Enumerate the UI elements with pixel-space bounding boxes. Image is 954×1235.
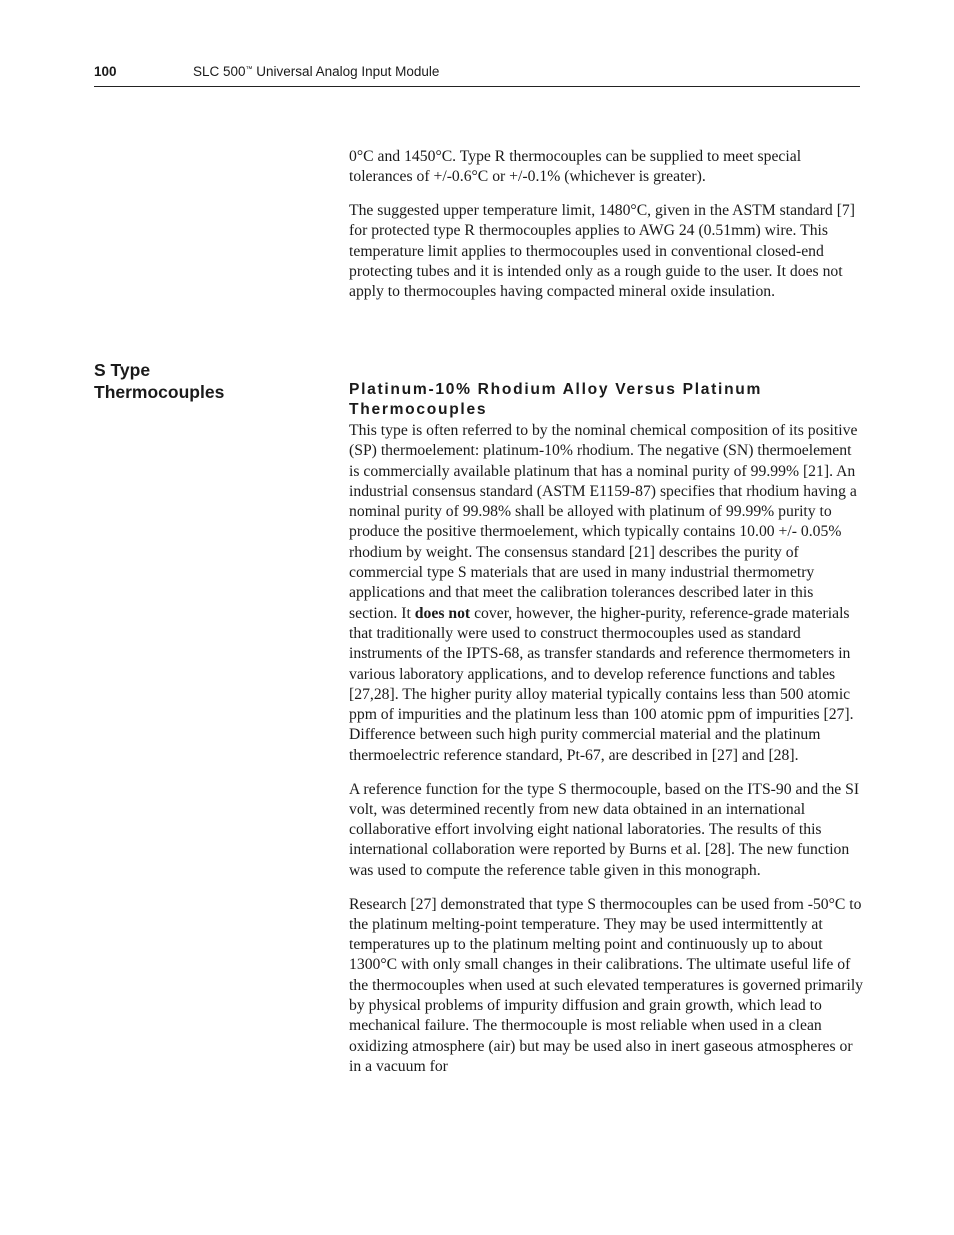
section-heading-line: Thermocouples	[94, 382, 225, 402]
intro-paragraph: The suggested upper temperature limit, 1480°C, given in the ASTM standard [7] for protected type R thermocouples applies to AWG 24 (0.51mm) wire. This temperature limit applies to thermocouples used in conventional closed-end protecting tubes and it is intended only as a rough guide to the user. It does not apply to thermocouples having compacted mineral oxide insulation.	[349, 202, 855, 301]
trademark-symbol: ™	[245, 66, 253, 73]
s-type-text-block	[349, 380, 865, 1077]
running-title-rest: Universal Analog Input Module	[252, 64, 440, 79]
intro-paragraph: 0°C and 1450°C. Type R thermocouples can be supplied to meet special tolerances of +/-0.6°C or +/-0.1% (whichever is greater).	[349, 148, 802, 186]
paragraph-text: cover, however, the higher-purity, reference-grade materials that traditionally were used to construct thermocouples used as standard instruments of the IPTS-68, as transfer standards and reference thermometers in various laboratory applications, and to develop reference functions and tables [27,28]. The higher purity alloy material typically contains less than 500 atomic ppm of impurities and the platinum less than 100 atomic ppm of impurities [27]. Difference between such high purity commercial material and the platinum thermoelectric reference standard, Pt-67, are described in [27] and [28].	[349, 604, 854, 764]
body-paragraph: A reference function for the type S thermocouple, based on the ITS-90 and the SI volt, was determined recently from new data obtained in an international collaborative effort involving eight national laboratories. The results of this international collaboration were reported by Burns et al. [28]. The new function was used to compute the reference table given in this monograph.	[349, 780, 860, 879]
emphasis-text: does not	[414, 604, 471, 622]
section-heading-line: S Type	[94, 360, 151, 380]
body-paragraph	[349, 421, 865, 766]
paragraph-text: This type is often referred to by the nominal chemical composition of its positive (SP) thermoelement: platinum-10% rhodium. The negative (SN) thermoelement is commercially available platinum that has a nominal purity of 99.99% [21]. An industrial consensus standard (ASTM E1159-87) specifies that rhodium having a nominal purity of 99.98% shall be alloyed with platinum of 99.99% purity to produce the positive thermoelement, which typically contains 10.00 +/- 0.05% rhodium by weight. The consensus standard [21] describes the purity of commercial type S materials that are used in many industrial thermometry applications and that meet the calibration tolerances described later in this section. It	[349, 422, 858, 622]
body-paragraph: Research [27] demonstrated that type S thermocouples can be used from -50°C to the platinum melting-point temperature. They may be used intermittently at temperatures up to the platinum melting point and continuously up to about 1300°C with only small changes in their calibrations. The ultimate useful life of the thermocouples when used at such elevated temperatures is governed primarily by physical problems of impurity diffusion and grain growth, which lead to mechanical failure. The thermocouple is most reliable when used in a clean oxidizing atmosphere (air) but may be used also in inert gaseous atmospheres or in a vacuum for	[349, 895, 864, 1075]
page-header	[94, 62, 860, 87]
intro-text-block	[349, 147, 865, 303]
subsection-heading: Platinum-10% Rhodium Alloy Versus Platinum Thermocouples	[349, 381, 763, 418]
running-title-main: SLC 500	[193, 64, 246, 79]
page-number: 100	[94, 64, 117, 79]
section-heading	[94, 359, 224, 403]
running-title	[193, 64, 439, 79]
